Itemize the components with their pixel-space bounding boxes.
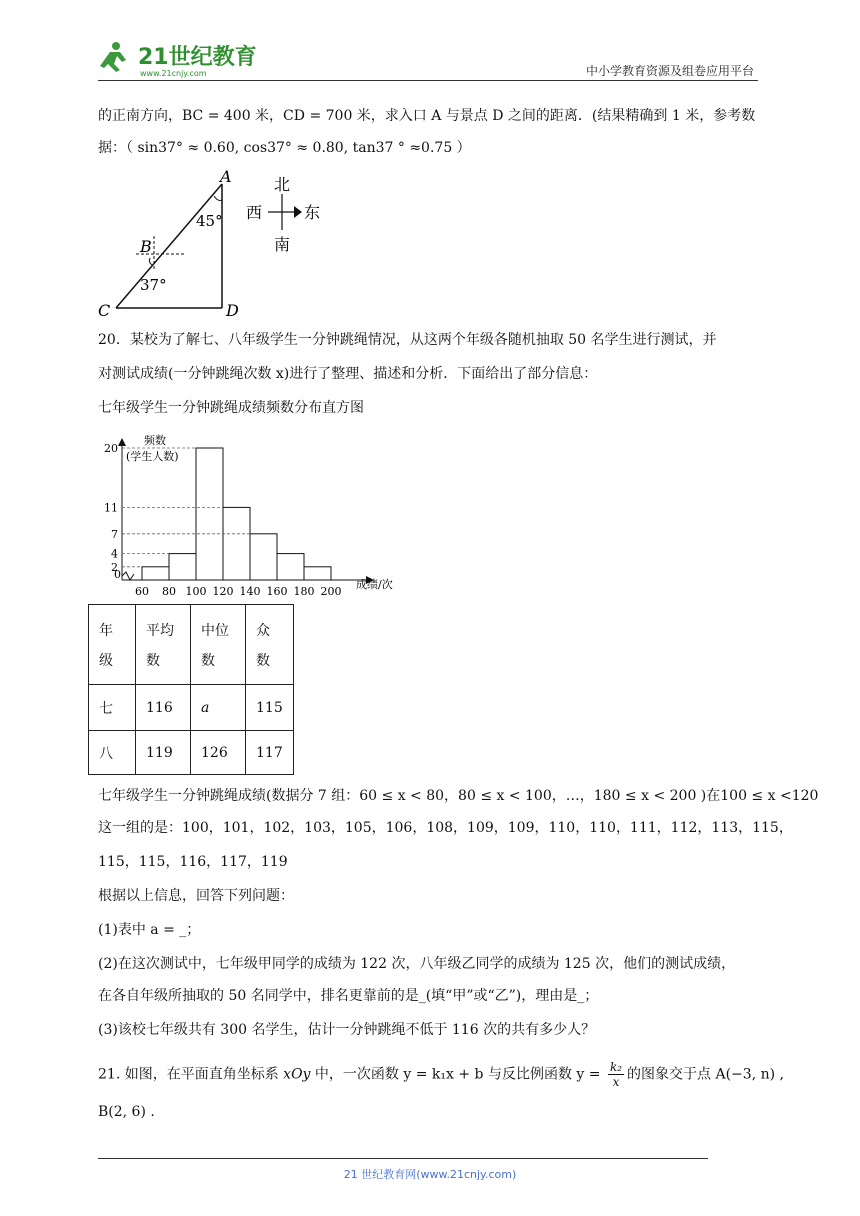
sub-question-3: (3)该校七年级共有 300 名学生，估计一分钟跳绳不低于 116 次的共有多少人？ (98, 1022, 596, 1038)
q20-line-2: 对测试成绩(一分钟跳绳次数 x)进行了整理、描述和分析．下面给出了部分信息： (98, 366, 598, 382)
compass-north: 北 (274, 175, 291, 194)
data-line-2: 这一组的是：100，101，102，103，105，106，108，109，109，110，110，111，112，113，115， (98, 820, 793, 836)
q21-text-a: 21. 如图，在平面直角坐标系 (98, 1066, 284, 1083)
histogram-bar (196, 448, 223, 580)
histogram-bar (142, 567, 169, 580)
header-cell-mode-2: 数 (256, 652, 270, 669)
compass-west: 西 (246, 203, 263, 222)
label-d: D (226, 301, 239, 320)
angle-37-label: 37° (140, 276, 167, 294)
cell-median-7: a (191, 685, 246, 731)
q21-xoy: xOy (283, 1066, 311, 1083)
x-tick-label: 80 (162, 585, 176, 598)
q21-line-1 (98, 1060, 784, 1089)
stats-table (88, 604, 294, 775)
question-prompt: 根据以上信息，回答下列问题： (98, 888, 294, 904)
sub-question-1: (1)表中 a = _； (98, 922, 201, 938)
histogram-bar (304, 567, 331, 580)
cell-grade-7: 七 (89, 685, 136, 731)
q21-fraction (608, 1060, 624, 1089)
y-tick-label: 20 (104, 442, 118, 455)
q19-line-1: 的正南方向，BC = 400 米，CD = 700 米，求入口 A 与景点 D 之间的距离．(结果精确到 1 米，参考数 (98, 108, 756, 124)
table-row (89, 685, 294, 731)
axis-break-icon (122, 572, 134, 580)
cell-mean-7: 116 (136, 685, 191, 731)
label-a: A (220, 167, 232, 186)
fraction-denominator: x (612, 1075, 620, 1089)
origin-label: 0 (114, 568, 121, 581)
footer-divider (98, 1158, 708, 1159)
header-cell-mode-1: 众 (256, 622, 270, 639)
header-cell-median-2: 数 (201, 652, 215, 669)
q21-text-c: 的图象交于点 A(−3, n) , (627, 1066, 784, 1083)
q19-line-2: 据：（ sin37° ≈ 0.60, cos37° ≈ 0.80, tan37 ° ≈0.75 ） (98, 140, 471, 156)
y-tick-label: 4 (111, 547, 118, 561)
histogram-bar (250, 534, 277, 580)
fraction-numerator: k₂ (609, 1060, 623, 1074)
histogram-bar (169, 554, 196, 580)
compass-east: 东 (304, 203, 321, 222)
sub-question-2a: (2)在这次测试中，七年级甲同学的成绩为 122 次，八年级乙同学的成绩为 125 次，他们的测试成绩， (98, 956, 736, 972)
y-tick-label: 2 (111, 560, 118, 574)
label-c: C (98, 301, 111, 320)
x-tick-label: 60 (135, 585, 149, 598)
header-cell-mean-2: 数 (146, 652, 160, 669)
q21-text-b: 中，一次函数 y = k₁x + b 与反比例函数 y = (310, 1066, 601, 1083)
histogram-chart (98, 430, 438, 600)
label-b: B (140, 237, 152, 256)
compass-south: 南 (274, 235, 291, 254)
y-axis-label-line2: (学生人数) (126, 450, 179, 463)
header-cell-mean-1: 平均 (146, 622, 174, 639)
y-tick-label: 11 (104, 501, 118, 515)
logo-url: www.21cnjy.com (140, 69, 207, 78)
cell-median-8: 126 (191, 731, 246, 775)
angle-45-label: 45° (196, 212, 223, 230)
site-name: 中小学教育资源及组卷应用平台 (585, 64, 754, 78)
table-row (89, 731, 294, 775)
header-cell-grade-1: 年 (99, 622, 113, 639)
chart-caption: 七年级学生一分钟跳绳成绩频数分布直方图 (98, 400, 364, 416)
histogram-bar (223, 507, 250, 580)
data-line-3: 115，115，116，117，119 (98, 854, 288, 870)
sub-question-2b: 在各自年级所抽取的 50 名同学中，排名更靠前的是_(填“甲”或“乙”)，理由是_； (98, 988, 599, 1004)
header-cell-grade-2: 级 (99, 652, 113, 669)
q20-line-1: 20．某校为了解七、八年级学生一分钟跳绳情况，从这两个年级各随机抽取 50 名学生进行测试，并 (98, 332, 717, 348)
header-divider (98, 80, 758, 81)
x-tick-label: 100 (185, 585, 207, 598)
x-axis-label: 成绩/次 (356, 578, 393, 591)
header-cell-median-1: 中位 (201, 622, 229, 639)
q21-line-2: B(2, 6) . (98, 1104, 155, 1120)
cell-mean-8: 119 (136, 731, 191, 775)
x-tick-label: 120 (212, 585, 234, 598)
y-axis-label-line1: 频数 (144, 434, 166, 447)
logo-text: 21世纪教育 (138, 45, 256, 70)
data-line-1: 七年级学生一分钟跳绳成绩(数据分 7 组：60 ≤ x < 80，80 ≤ x < 100，…，180 ≤ x < 200 )在100 ≤ x <120 (98, 788, 819, 804)
x-tick-label: 200 (320, 585, 342, 598)
table-header-row (89, 605, 294, 685)
compass-icon (244, 172, 334, 256)
x-tick-label: 180 (293, 585, 315, 598)
cell-grade-8: 八 (89, 731, 136, 775)
histogram-bar (277, 554, 304, 580)
x-tick-label: 140 (239, 585, 261, 598)
cell-mode-7: 115 (246, 685, 294, 731)
cell-mode-8: 117 (246, 731, 294, 775)
site-logo (96, 36, 256, 80)
x-tick-label: 160 (266, 585, 288, 598)
footer-text: 21 世纪教育网(www.21cnjy.com) (343, 1168, 517, 1181)
y-tick-label: 7 (111, 527, 118, 541)
